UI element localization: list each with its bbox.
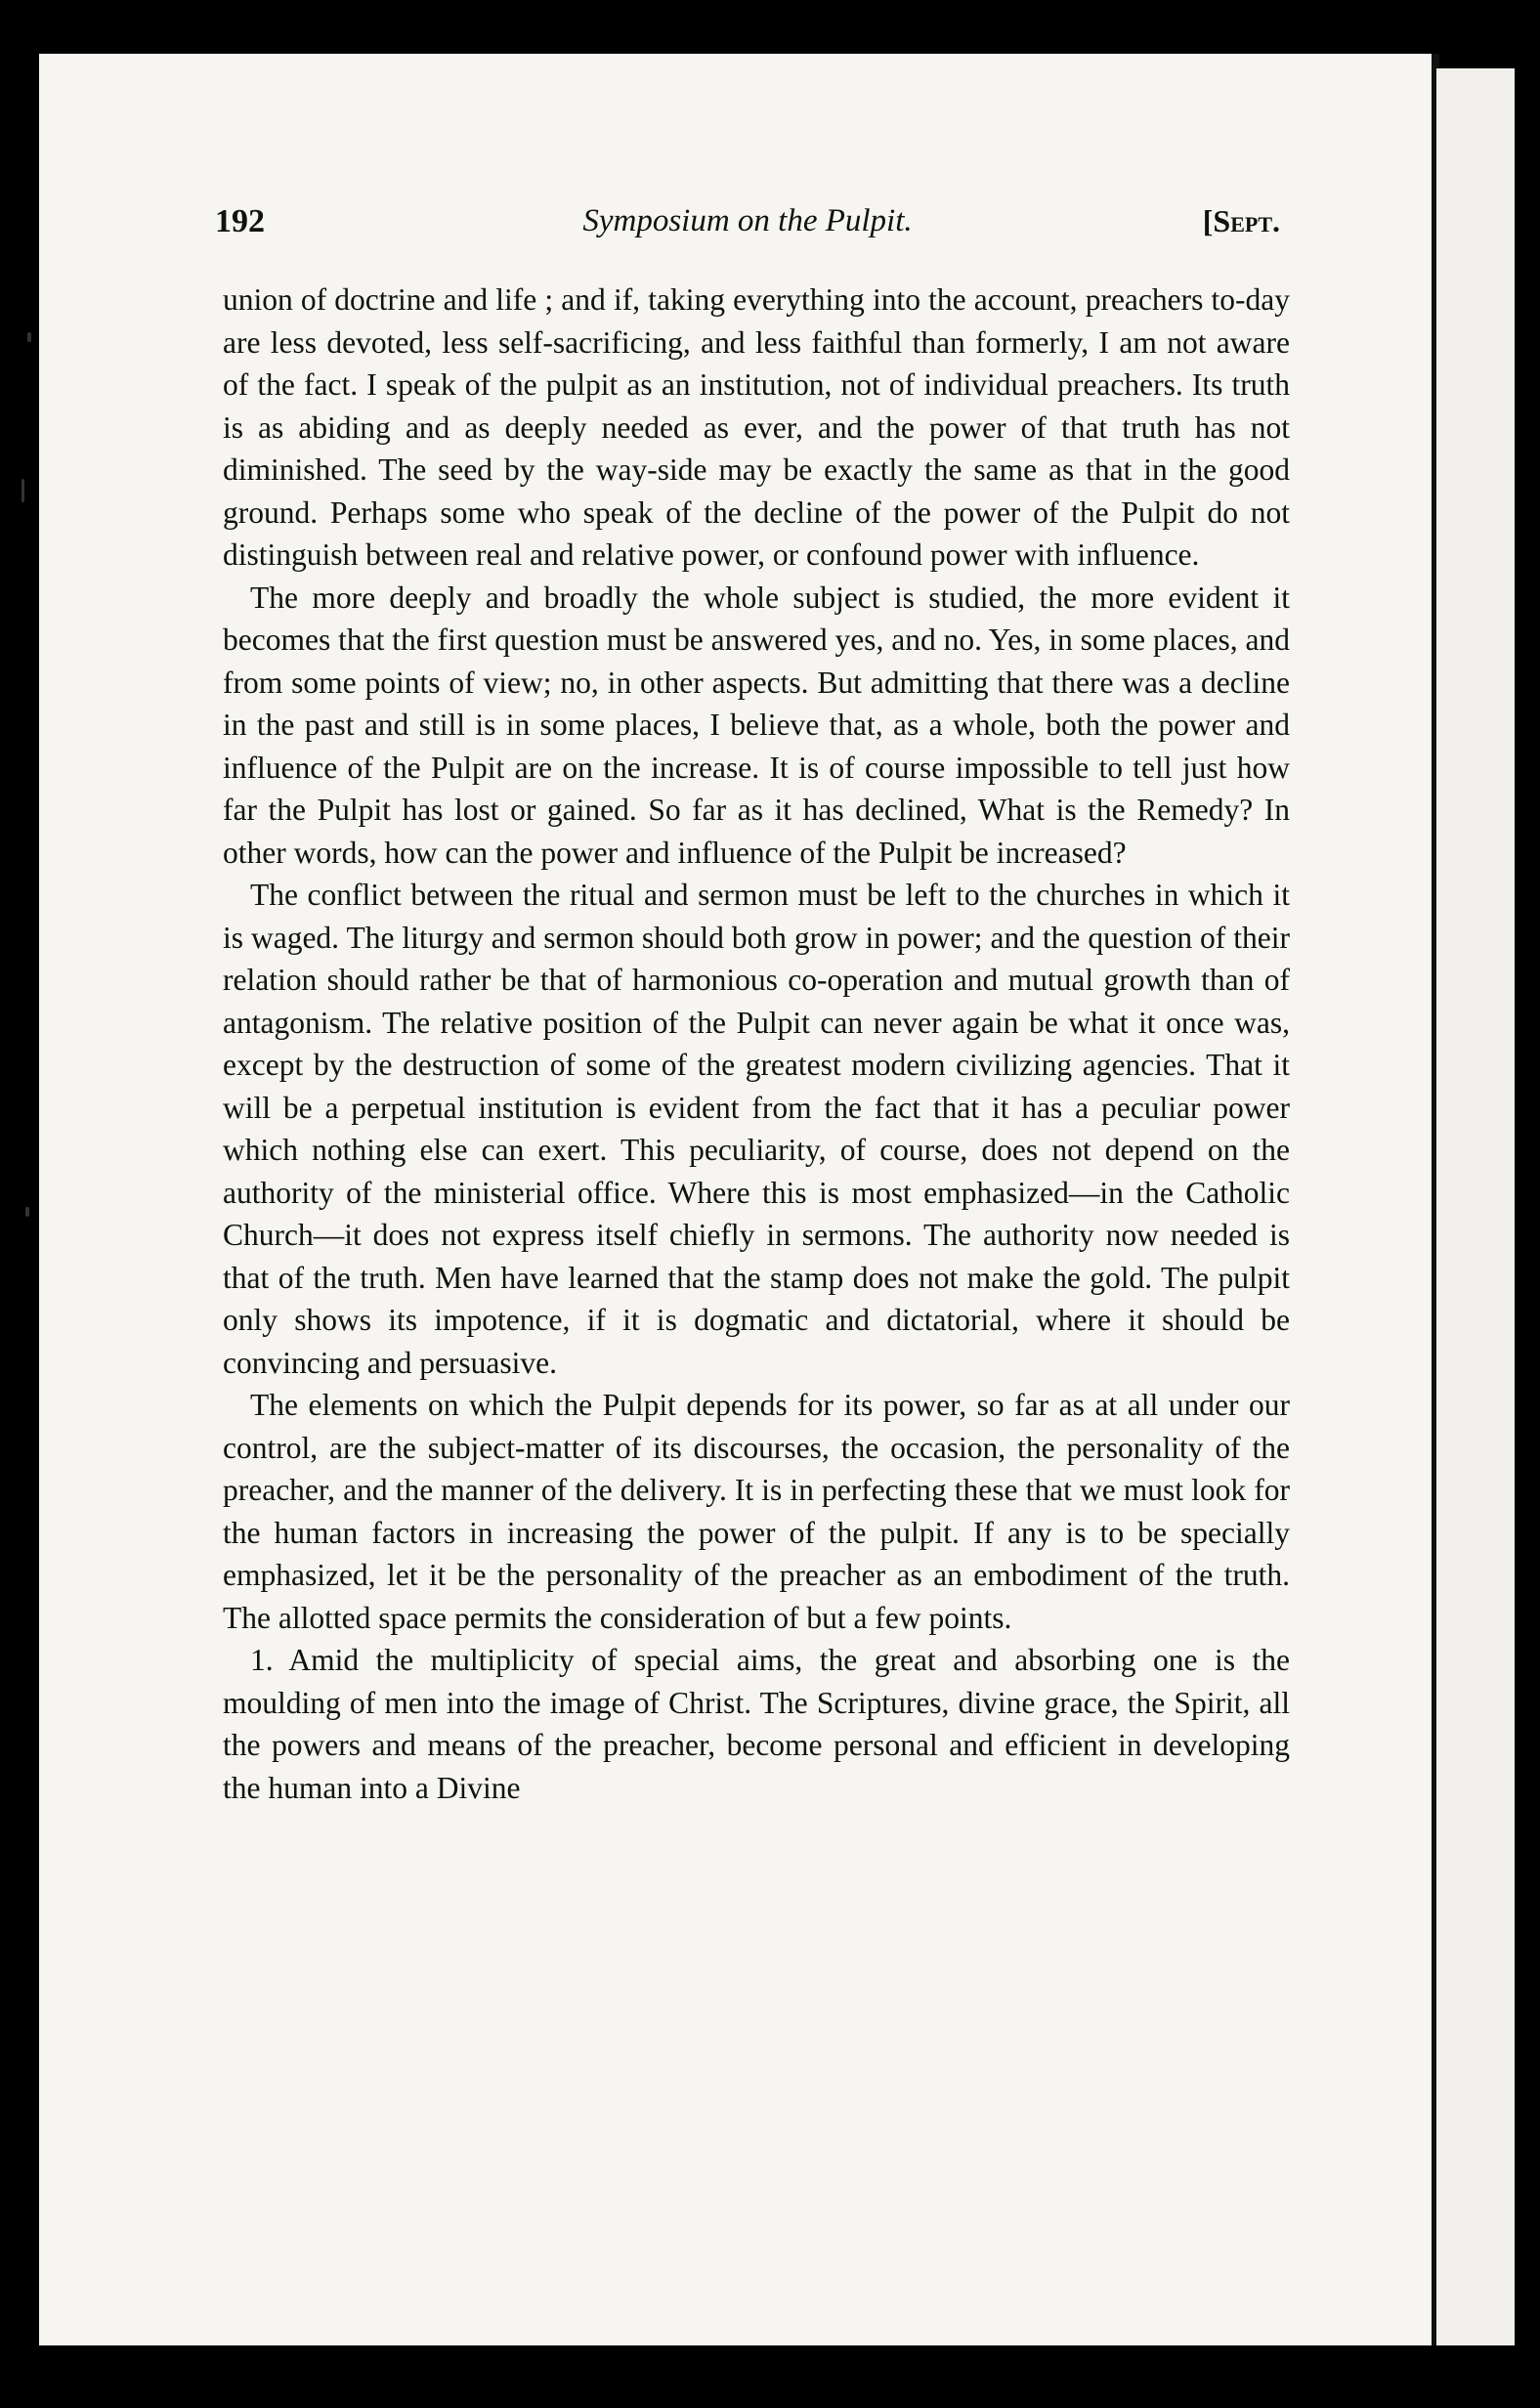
- section-mark: [Sept.: [1202, 203, 1280, 238]
- paragraph-2: The more deeply and broadly the whole subject is studied, the more evident it becomes that the first question must be answered yes, and no. Yes, in some places, and from some points of view; no, in other aspects. But admitting that there was a decline in the past and still is in some places, I believe that, as a whole, both the power and influence of the Pulpit are on the increase. It is of course impossible to tell just how far the Pulpit has lost or gained. So far as it has declined, What is the Remedy? In other words, how can the power and influence of the Pulpit be increased?: [223, 580, 1290, 870]
- paragraph-4: The elements on which the Pulpit depends for its power, so far as at all under our control, are the subject-matter of its discourses, the occasion, the personality of the preacher, and the manner of the delivery. It is in perfecting these that we must look for the human factors in increasing the power of the pulpit. If any is to be specially emphasized, let it be the personality of the preacher as an embodiment of the truth. The allotted space permits the consideration of but a few points.: [223, 1388, 1290, 1635]
- scan-speck: [27, 332, 31, 342]
- body-text: [223, 279, 1290, 1809]
- running-header: [215, 203, 1280, 252]
- scan-speck: [21, 479, 24, 502]
- paragraph-5: 1. Amid the multiplicity of special aims, the great and absorbing one is the moulding of men into the image of Christ. The Scriptures, divine grace, the Spirit, all the powers and means of the preacher, become personal and efficient in developing the human into a Divine: [223, 1643, 1290, 1805]
- paragraph-3: The conflict between the ritual and sermon must be left to the churches in which it is waged. The liturgy and sermon should both grow in power; and the question of their relation should rather be that of harmonious co-operation and mutual growth than of antagonism. The relative position of the Pulpit can never again be what it once was, except by the destruction of some of the greatest modern civilizing agencies. That it will be a perpetual institution is evident from the fact that it has a peculiar power which nothing else can exert. This peculiarity, of course, does not depend on the authority of the ministerial office. Where this is most emphasized—in the Catholic Church—it does not express itself chiefly in sermons. The authority now needed is that of the truth. Men have learned that the stamp does not make the gold. The pulpit only shows its impotence, if it is dogmatic and dictatorial, where it should be convincing and persuasive.: [223, 878, 1290, 1380]
- scan-speck: [25, 1207, 29, 1217]
- page-number: 192: [215, 203, 265, 239]
- paragraph-1: union of doctrine and life ; and if, taking everything into the account, preachers to-day are less devoted, less self-sacrificing, and less faithful than formerly, I am not aware of the fact. I speak of the pulpit as an institution, not of individual preachers. Its truth is as abiding and as deeply needed as ever, and the power of that truth has not diminished. The seed by the way-side may be exactly the same as that in the good ground. Perhaps some who speak of the decline of the power of the Pulpit do not distinguish between real and relative power, or confound power with influence.: [223, 282, 1290, 572]
- running-title: Symposium on the Pulpit.: [582, 203, 913, 238]
- facing-page-edge: [1436, 68, 1515, 2345]
